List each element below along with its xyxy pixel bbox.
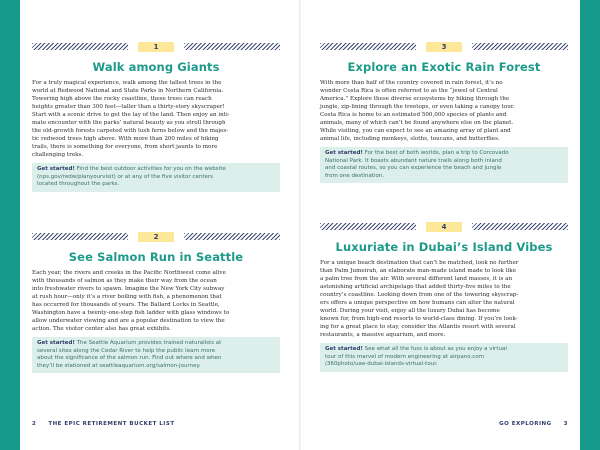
section-title: Explore an Exotic Rain Forest [347,60,541,74]
section-1 [32,42,280,192]
section-number-badge: 2 [138,232,174,242]
running-head: GO EXPLORING [499,421,552,427]
section-number-badge: 4 [426,222,462,232]
section-body: With more than half of the country covered in rain forest, it’s no wonder Costa Rica is often referred to as the “jewel of Central America.” Explore these diverse ecosystems by hiking through the jungle, zip-lining through the treetops, or even taking a canopy tour. Costa Rica is home to an estimated 500,000 species of plants and animals, many of which can’t be found anywhere else on the planet. While visiting, you can expect to see an amazing array of plant and animal life, including monkeys, sloths, toucans, and butterflies. [320,80,515,142]
book-spread [20,0,580,450]
page-gutter [299,0,301,450]
get-started-callout: Get started! Find the best outdoor activities for you on the website (nps.gov/redw/planyourvisit) or at any of the five visitor centers located throughout the parks. [32,163,280,192]
section-number-badge: 1 [138,42,174,52]
section-divider [32,232,280,242]
section-divider [320,42,568,52]
section-3 [320,42,568,183]
section-title: Walk among Giants [92,60,220,74]
section-divider [32,42,280,52]
get-started-callout: Get started! The Seattle Aquarium provides trained naturalists at several sites along the Cedar River to help the public learn more about the significance of the salmon run. Find out where and when they’ll be stationed at seattleaquarium.org/salmon-journey. [32,337,280,373]
get-started-callout: Get started! See what all the fuss is about as you enjoy a virtual tour of this marvel of modern engineering at airpano.com /360photo/uae-dubai-islands-virtual-tour. [320,343,568,372]
get-started-callout: Get started! For the best of both worlds, plan a trip to Corcovado National Park. It boasts abundant nature trails along both inland and coastal routes, so you can experience the beach and jungle from one destination. [320,147,568,183]
section-body: For a truly magical experience, walk among the tallest trees in the world at Redwood National and State Parks in Northern California. Towering high above the rocky coastline, these trees can reach heights greater than 300 feet—taller than a thirty-story skyscraper! Start with a scenic drive to get the lay of the land. Then enjoy an inti- mate encounter with the parks’ natural beauty as you stroll through the old-growth forests carpeted with lush ferns below and the majes- tic redwood trees high above. With more than 200 miles of hiking trails, there is something for everyone, from short jaunts to more challenging treks. [32,80,230,158]
section-2 [32,232,280,373]
section-title: See Salmon Run in Seattle [68,250,244,264]
section-body: For a unique beach destination that can’t be matched, look no further than Palm Jumeirah, an elaborate man-made island made to look like a palm tree from the air. With several different land masses, it is an astonishing artificial archipelago that added thirty-five miles to the country’s coastline. Looking down from one of the towering skyscrap- ers offers a unique perspective on how humans can alter the natural world. During your visit, enjoy all the luxury Dubai has become known for, from high-end resorts to world-class dining. If you’re look- ing for a great place to stay, consider the Atlantis resort with several restaurants, a massive aquarium, and more. [320,260,519,338]
section-body: Each year, the rivers and creeks in the Pacific Northwest come alive with thousands of salmon as they make their way from the ocean into freshwater rivers to spawn. Imagine the New York City subway at rush hour—only it’s a river boiling with fish, a phenomenon that has occurred for thousands of years. The Ballard Locks in Seattle, Washington have a twenty-one-step fish ladder with glass windows to allow underwater viewing and are a popular destination to view the action. The visitor center also has great exhibits. [32,270,230,332]
page-number: 3 [563,421,568,427]
section-number-badge: 3 [426,42,462,52]
section-4 [320,222,568,372]
section-title: Luxuriate in Dubai’s Island Vibes [335,240,553,254]
page-footer-left [32,421,175,427]
running-head: THE EPIC RETIREMENT BUCKET LIST [48,421,175,427]
section-divider [320,222,568,232]
page-number: 2 [32,421,37,427]
page-footer-right [499,421,568,427]
